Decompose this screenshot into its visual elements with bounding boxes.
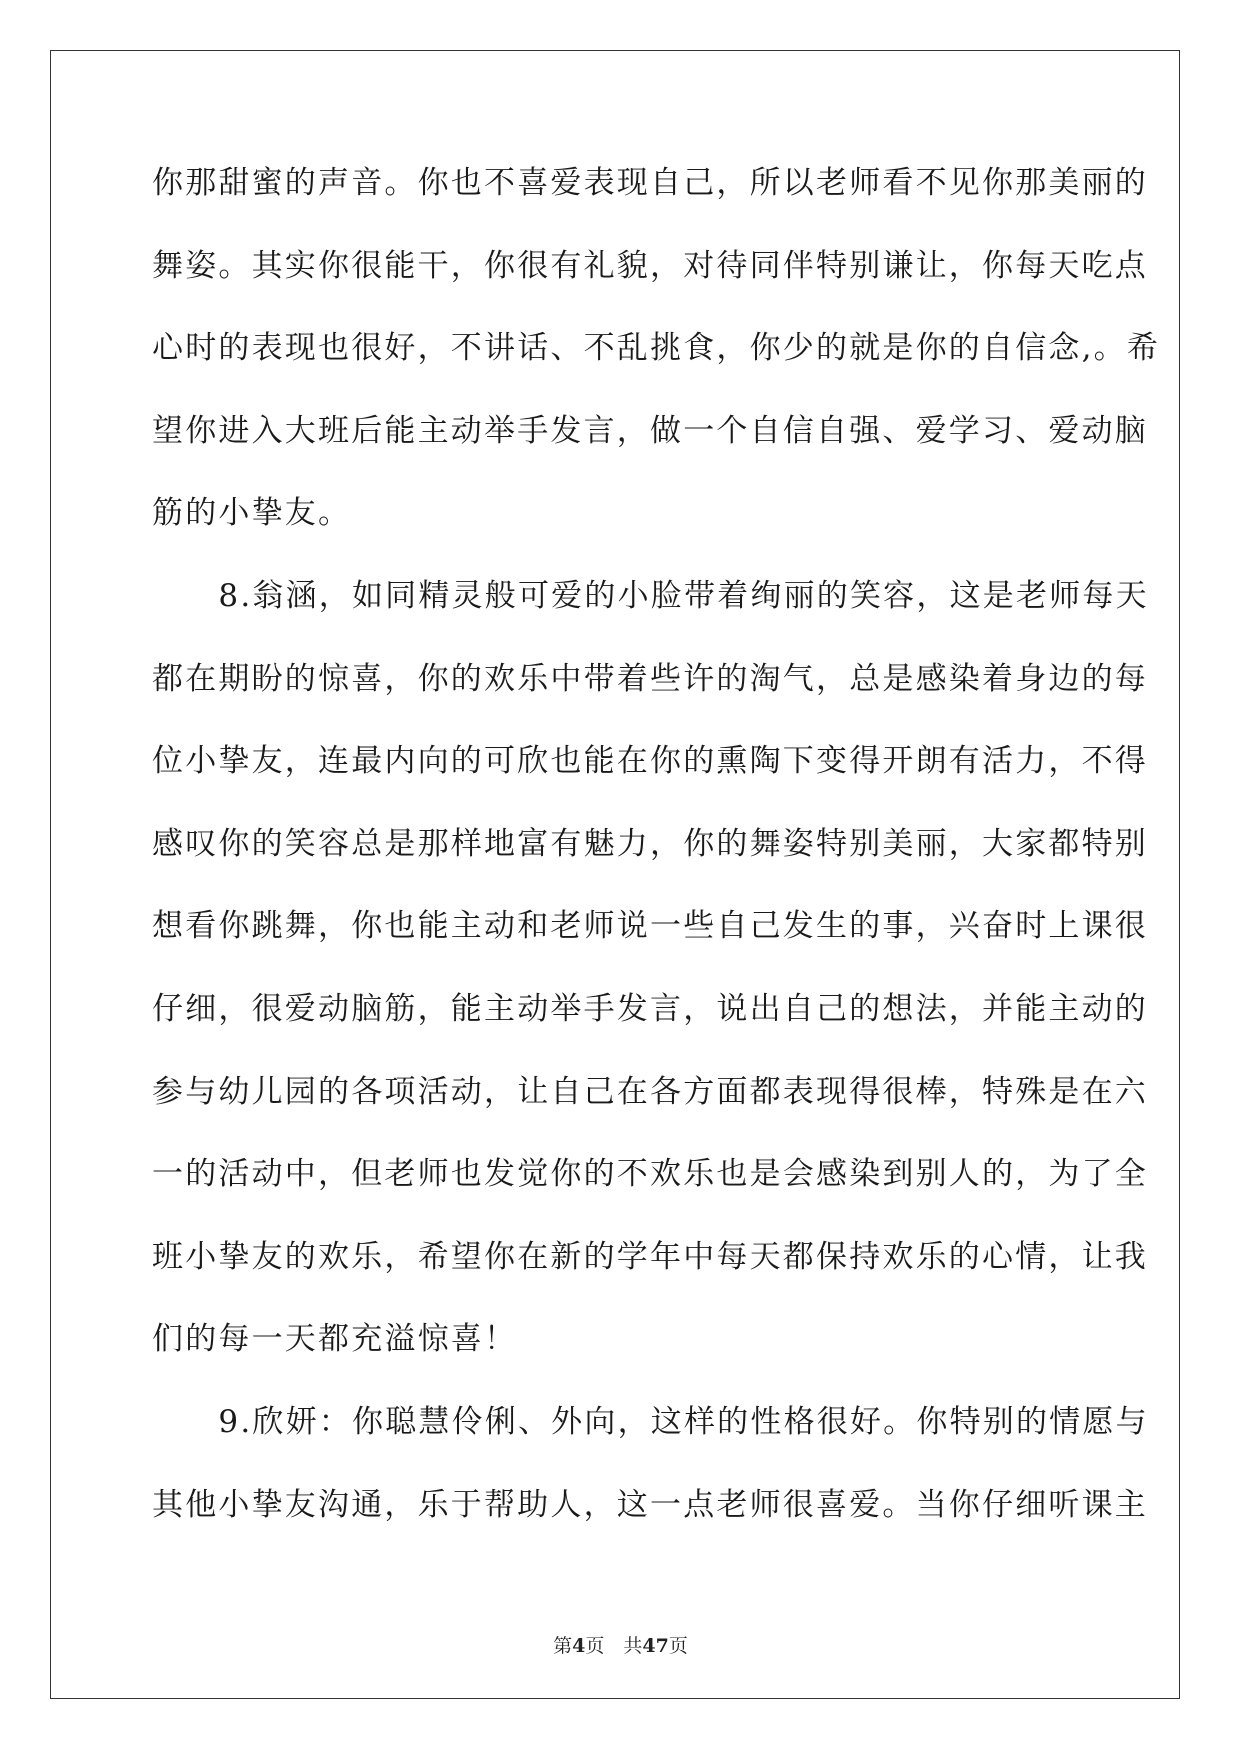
text-line: 位小挚友，连最内向的可欣也能在你的熏陶下变得开朗有活力，不得 [152, 743, 1148, 780]
footer-mid: 页 共 [585, 1635, 643, 1657]
text-line: 班小挚友的欢乐，希望你在新的学年中每天都保持欢乐的心情，让我 [152, 1238, 1148, 1275]
total-page-count: 47 [642, 1635, 669, 1657]
text-line: 舞姿。其实你很能干，你很有礼貌，对待同伴特别谦让，你每天吃点 [152, 247, 1148, 284]
text-line: 参与幼儿园的各项活动，让自己在各方面都表现得很棒，特殊是在六 [152, 1073, 1148, 1110]
paragraph-8-start: 8.翁涵，如同精灵般可爱的小脸带着绚丽的笑容，这是老师每天 [152, 577, 1149, 614]
text-line: 其他小挚友沟通，乐于帮助人，这一点老师很喜爱。当你仔细听课主 [152, 1486, 1148, 1523]
text-line: 感叹你的笑容总是那样地富有魅力，你的舞姿特别美丽，大家都特别 [152, 825, 1148, 862]
document-body [152, 160, 1161, 1564]
text-line: 筋的小挚友。 [152, 495, 352, 532]
footer-suffix: 页 [668, 1635, 688, 1657]
paragraph-9-start: 9.欣妍：你聪慧伶俐、外向，这样的性格很好。你特别的情愿与 [152, 1403, 1149, 1440]
page-footer [0, 1631, 1241, 1658]
text-line: 望你进入大班后能主动举手发言，做一个自信自强、爱学习、爱动脑 [152, 412, 1148, 449]
text-line: 想看你跳舞，你也能主动和老师说一些自己发生的事，兴奋时上课很 [152, 908, 1148, 945]
text-line: 都在期盼的惊喜，你的欢乐中带着些许的淘气，总是感染着身边的每 [152, 660, 1148, 697]
footer-prefix: 第 [553, 1635, 573, 1657]
current-page-number: 4 [572, 1635, 586, 1657]
text-line: 一的活动中，但老师也发觉你的不欢乐也是会感染到别人的，为了全 [152, 1156, 1148, 1193]
text-line: 你那甜蜜的声音。你也不喜爱表现自己，所以老师看不见你那美丽的 [152, 165, 1148, 201]
text-line: 仔细，很爱动脑筋，能主动举手发言，说出自己的想法，并能主动的 [152, 990, 1148, 1027]
text-line: 们的每一天都充溢惊喜！ [152, 1321, 518, 1358]
text-line: 心时的表现也很好，不讲话、不乱挑食，你少的就是你的自信念,。希 [152, 330, 1161, 367]
